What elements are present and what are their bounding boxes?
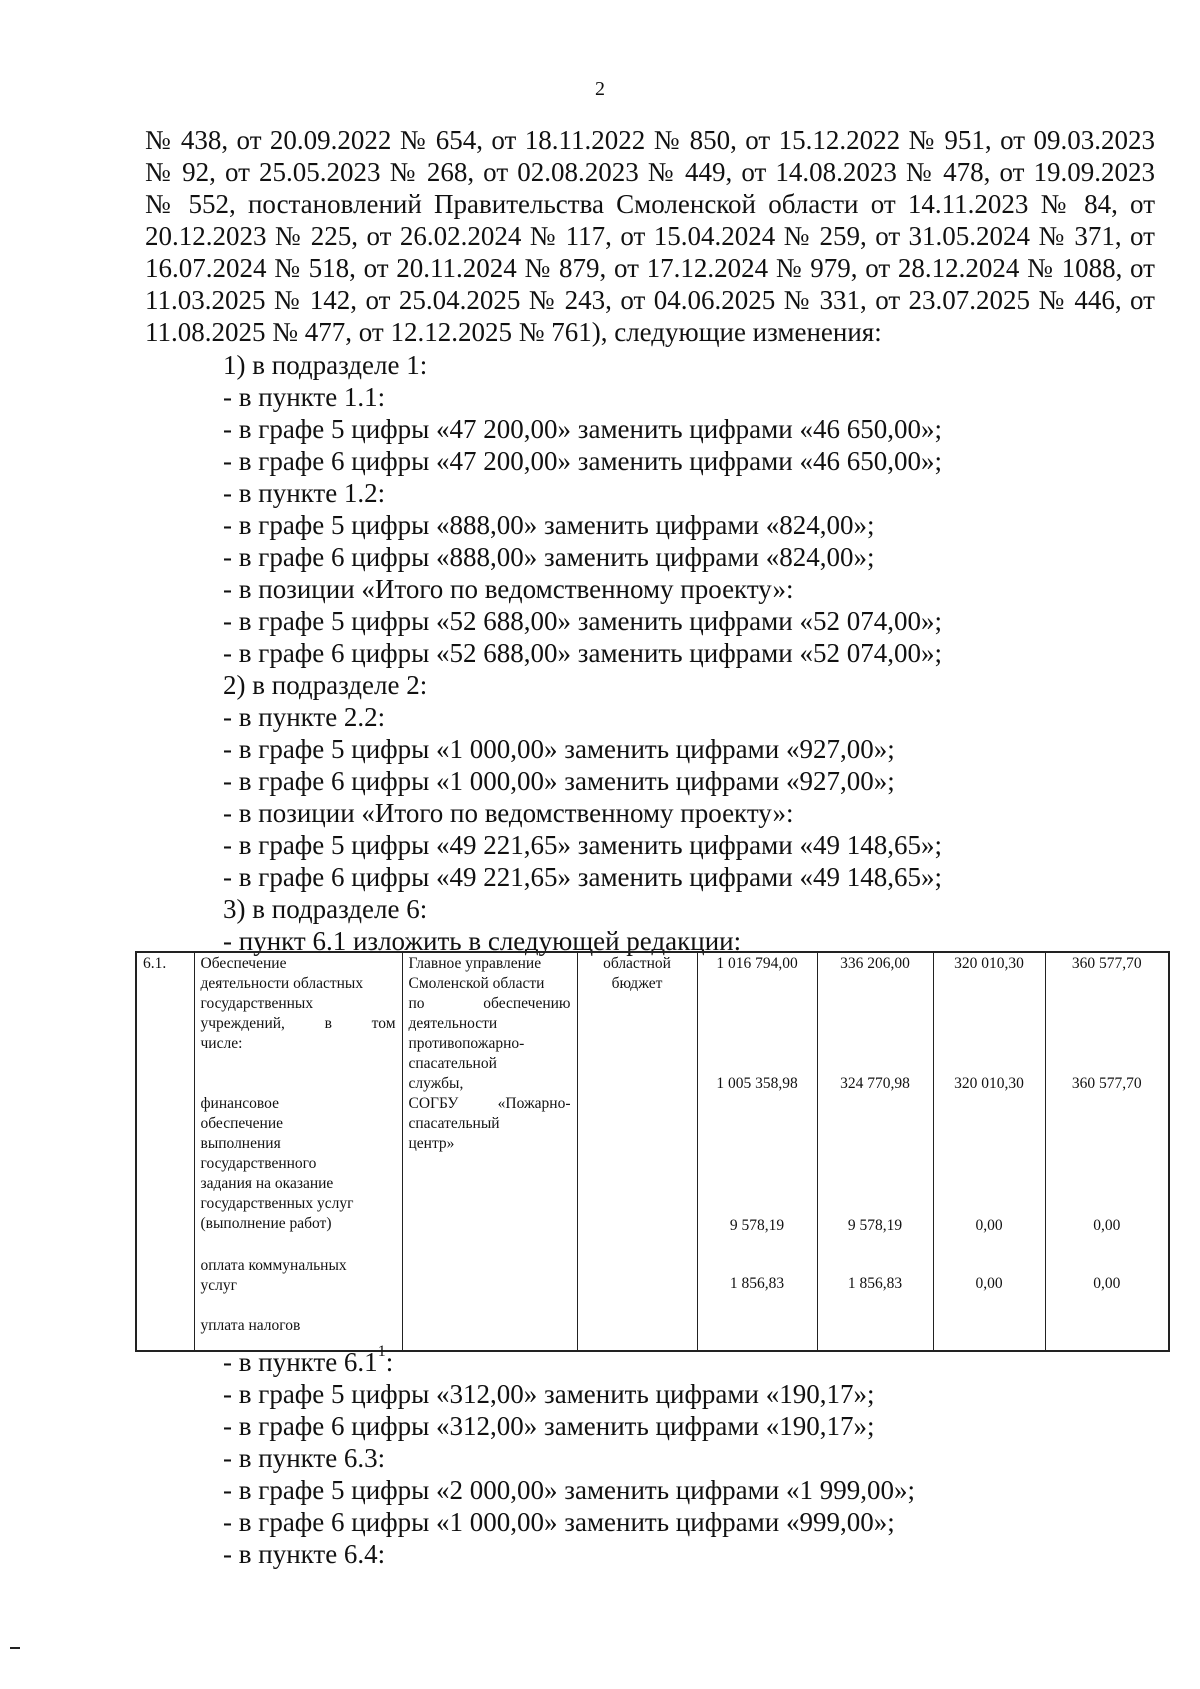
executor-line: спасательной — [408, 1055, 497, 1072]
sub-total: 9 578,19 — [729, 1217, 785, 1234]
sub-year1: 9 578,19 — [847, 1217, 903, 1234]
sub-total: 1 005 358,98 — [716, 1075, 798, 1092]
executor-line: службы, — [408, 1075, 464, 1092]
spacer — [704, 1236, 811, 1274]
change-item: - в пункте 2.2: — [223, 702, 386, 732]
sub-year3: 0,00 — [1093, 1217, 1121, 1234]
change-item: - в графе 6 цифры «312,00» заменить цифрами «190,17»; — [223, 1411, 875, 1441]
main-year1: 336 206,00 — [840, 955, 910, 972]
change-item: - в графе 6 цифры «888,00» заменить цифрами «824,00»; — [223, 542, 875, 572]
executor-line: противопожарно- — [408, 1035, 525, 1052]
executor-line: по обеспечению — [408, 995, 571, 1012]
intro-line: № 92, от 25.05.2023 № 268, от 02.08.2023 № 449, от 14.08.2023 № 478, от 19.09.2023 — [145, 157, 1155, 187]
item-name-line: учреждений, в том — [200, 1015, 396, 1032]
scan-mark — [10, 1647, 20, 1649]
spacer — [704, 974, 811, 1074]
intro-line: 11.03.2025 № 142, от 25.04.2025 № 243, от 04.06.2025 № 331, от 23.07.2025 № 446, от — [145, 285, 1155, 315]
total-cell — [697, 952, 817, 1351]
sub-item-name-line: выполнения — [200, 1135, 281, 1152]
item-name-cell — [194, 952, 402, 1351]
sub-item-name-line: государственного — [200, 1155, 317, 1172]
change-item: - в графе 6 цифры «1 000,00» заменить цифрами «999,00»; — [223, 1507, 895, 1537]
sub-item-name-line: оплата коммунальных — [200, 1257, 347, 1274]
main-total: 1 016 794,00 — [716, 955, 798, 972]
sub-year2: 0,00 — [975, 1217, 1003, 1234]
change-item: - в графе 6 цифры «52 688,00» заменить цифрами «52 074,00»; — [223, 638, 942, 668]
year3-cell — [1045, 952, 1169, 1351]
spacer — [201, 1234, 396, 1256]
item-name-line: числе: — [200, 1035, 243, 1052]
sub-year3: 360 577,70 — [1071, 1075, 1142, 1092]
sub-item-name-line: финансовое — [200, 1095, 279, 1112]
sub-item-name-line: уплата налогов — [200, 1317, 301, 1334]
intro-line: 11.08.2025 № 477, от 12.12.2025 № 761), следующие изменения: — [145, 317, 882, 347]
spacer — [824, 1094, 927, 1216]
change-item: - пункт 6.1 изложить в следующей редакции: — [223, 926, 742, 956]
spacer — [824, 974, 927, 1074]
change-item: - в графе 6 цифры «47 200,00» заменить цифрами «46 650,00»; — [223, 446, 942, 476]
row-number: 6.1. — [136, 952, 194, 1351]
intro-line: № 438, от 20.09.2022 № 654, от 18.11.2022 № 850, от 15.12.2022 № 951, от 09.03.2023 — [145, 125, 1155, 155]
changes-list-after-table — [223, 1343, 1183, 1570]
funding-source-line: областной — [603, 955, 671, 972]
change-item: 1) в подразделе 1: — [223, 350, 428, 380]
change-item: - в графе 5 цифры «2 000,00» заменить цифрами «1 999,00»; — [223, 1475, 915, 1505]
sub-year1: 324 770,98 — [840, 1075, 910, 1092]
intro-paragraph — [145, 124, 1155, 348]
spacer — [201, 1054, 396, 1094]
change-item: - в пункте 6.3: — [223, 1443, 386, 1473]
change-item-suffix: : — [385, 1347, 394, 1377]
change-item: - в пункте 1.2: — [223, 478, 386, 508]
item-name-line: деятельности областных — [200, 975, 364, 992]
change-item: 2) в подразделе 2: — [223, 670, 428, 700]
spacer — [824, 1236, 927, 1274]
main-year2: 320 010,30 — [954, 955, 1024, 972]
executor-line: деятельности — [408, 1015, 498, 1032]
spacer — [1052, 974, 1163, 1074]
funding-source-line: бюджет — [611, 975, 663, 992]
executor-line: центр» — [408, 1135, 455, 1152]
executor-line: СОГБУ «Пожарно- — [408, 1095, 571, 1112]
change-item: - в позиции «Итого по ведомственному проекту»: — [223, 574, 794, 604]
main-year3: 360 577,70 — [1071, 955, 1142, 972]
executor-line: Главное управление — [408, 955, 542, 972]
spacer — [940, 974, 1039, 1074]
page-number: 2 — [595, 78, 605, 100]
change-item: - в графе 5 цифры «312,00» заменить цифрами «190,17»; — [223, 1379, 875, 1409]
change-item: - в графе 5 цифры «47 200,00» заменить цифрами «46 650,00»; — [223, 414, 942, 444]
table-item-6-1 — [135, 951, 1170, 1352]
sub-item-name-line: (выполнение работ) — [200, 1215, 332, 1232]
spacer — [940, 1094, 1039, 1216]
intro-line: 16.07.2024 № 518, от 20.11.2024 № 879, от 17.12.2024 № 979, от 28.12.2024 № 1088, от — [145, 253, 1155, 283]
change-item: 3) в подразделе 6: — [223, 894, 428, 924]
sub-total: 1 856,83 — [729, 1275, 785, 1292]
intro-line: 20.12.2023 № 225, от 26.02.2024 № 117, от 15.04.2024 № 259, от 31.05.2024 № 371, от — [145, 221, 1155, 251]
executor-line: спасательный — [408, 1115, 500, 1132]
item-name-line: Обеспечение — [200, 955, 287, 972]
executor-line: Смоленской области — [408, 975, 545, 992]
year2-cell — [933, 952, 1045, 1351]
changes-list-before-table — [223, 349, 1183, 957]
item-name-line: государственных — [200, 995, 314, 1012]
change-item-prefix: - в пункте 6.1 — [223, 1347, 378, 1377]
change-item: - в графе 5 цифры «49 221,65» заменить цифрами «49 148,65»; — [223, 830, 942, 860]
intro-line: № 552, постановлений Правительства Смоленской области от 14.11.2023 № 84, от — [145, 189, 1155, 219]
superscript: 1 — [377, 1343, 386, 1360]
change-item: - в графе 5 цифры «52 688,00» заменить цифрами «52 074,00»; — [223, 606, 942, 636]
change-item: - в пункте 1.1: — [223, 382, 386, 412]
change-item: - в графе 5 цифры «888,00» заменить цифрами «824,00»; — [223, 510, 875, 540]
sub-year2: 320 010,30 — [954, 1075, 1024, 1092]
sub-item-name-line: государственных услуг — [200, 1195, 354, 1212]
sub-year1: 1 856,83 — [847, 1275, 903, 1292]
change-item — [223, 1343, 1183, 1378]
sub-item-name-line: обеспечение — [200, 1115, 284, 1132]
executor-cell — [402, 952, 577, 1351]
change-item: - в графе 6 цифры «1 000,00» заменить цифрами «927,00»; — [223, 766, 895, 796]
sub-year3: 0,00 — [1093, 1275, 1121, 1292]
funding-source-cell — [577, 952, 697, 1351]
spacer — [940, 1236, 1039, 1274]
spacer — [1052, 1236, 1163, 1274]
spacer — [1052, 1094, 1163, 1216]
year1-cell — [817, 952, 933, 1351]
change-item: - в пункте 6.4: — [223, 1539, 386, 1569]
spacer — [201, 1296, 396, 1316]
table-row — [136, 952, 1169, 1351]
change-item: - в графе 5 цифры «1 000,00» заменить цифрами «927,00»; — [223, 734, 895, 764]
sub-item-name-line: задания на оказание — [200, 1175, 334, 1192]
sub-item-name-line: услуг — [200, 1277, 237, 1294]
change-item: - в позиции «Итого по ведомственному проекту»: — [223, 798, 794, 828]
spacer — [704, 1094, 811, 1216]
sub-year2: 0,00 — [975, 1275, 1003, 1292]
change-item: - в графе 6 цифры «49 221,65» заменить цифрами «49 148,65»; — [223, 862, 942, 892]
